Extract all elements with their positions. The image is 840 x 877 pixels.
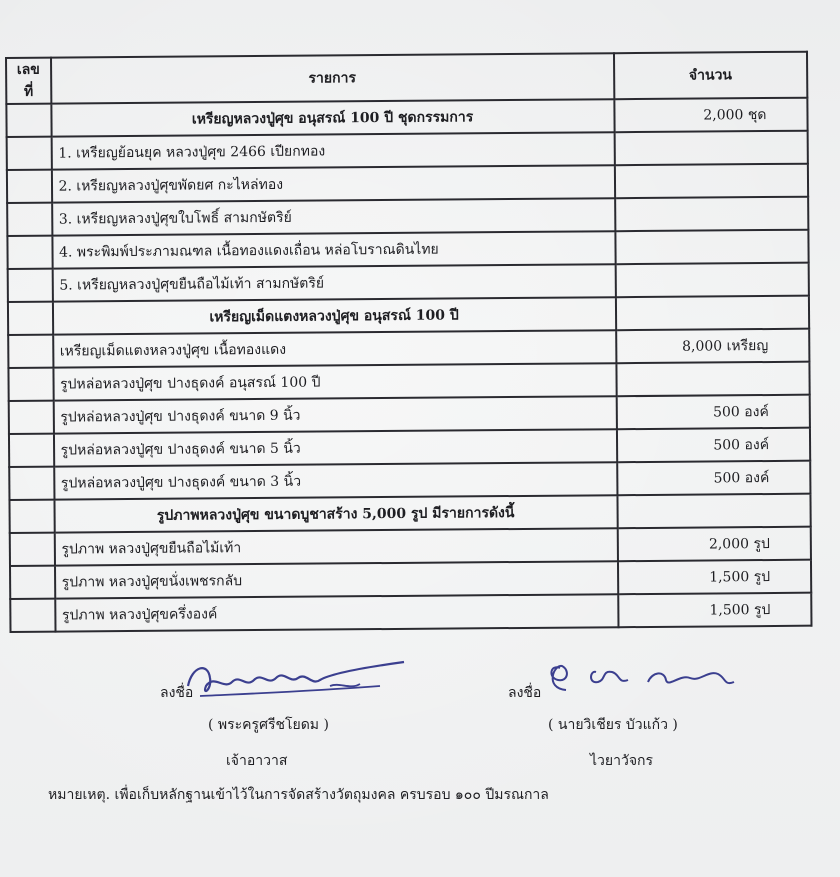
cell-quantity: 500 องค์ xyxy=(617,428,811,463)
cell-quantity: 500 องค์ xyxy=(617,461,811,496)
cell-number xyxy=(7,203,52,236)
cell-number xyxy=(8,269,53,302)
cell-quantity xyxy=(615,197,809,232)
cell-number xyxy=(9,434,54,467)
cell-item: 1. เหรียญย้อนยุค หลวงปู่ศุข 2466 เปียกทอง xyxy=(51,132,614,169)
cell-item: 2. เหรียญหลวงปู่ศุขพัดยศ กะไหล่ทอง xyxy=(51,165,614,202)
header-number: เลขที่ xyxy=(6,58,51,104)
cell-number xyxy=(9,500,54,533)
cell-number xyxy=(7,236,52,269)
right-sign-label: ลงชื่อ xyxy=(508,685,542,701)
table-row xyxy=(10,593,811,632)
cell-quantity: 500 องค์ xyxy=(616,395,810,430)
cell-quantity: 2,000 รูป xyxy=(617,527,811,562)
cell-number xyxy=(7,137,52,170)
cell-item: รูปหล่อหลวงปู่ศุข ปางธุดงค์ ขนาด 9 นิ้ว xyxy=(53,396,616,433)
cell-item: 5. เหรียญหลวงปู่ศุขยืนถือไม้เท้า สามกษัตริย์ xyxy=(52,264,615,301)
cell-item: รูปภาพ หลวงปู่ศุขนั่งเพชรกลับ xyxy=(55,561,618,598)
cell-quantity: 1,500 รูป xyxy=(618,560,812,595)
cell-item: 3. เหรียญหลวงปู่ศุขใบโพธิ์ สามกษัตริย์ xyxy=(52,198,615,235)
cell-item: รูปหล่อหลวงปู่ศุข ปางธุดงค์ อนุสรณ์ 100 ปี xyxy=(53,363,616,400)
cell-quantity xyxy=(617,494,811,529)
cell-item: รูปหล่อหลวงปู่ศุข ปางธุดงค์ ขนาด 3 นิ้ว xyxy=(54,462,617,499)
cell-quantity xyxy=(614,164,808,199)
cell-quantity: 8,000 เหรียญ xyxy=(616,329,810,364)
cell-number xyxy=(8,335,53,368)
cell-quantity: 2,000 ชุด xyxy=(614,98,808,133)
cell-number xyxy=(10,533,55,566)
left-signature-image xyxy=(180,656,410,706)
right-signature-image xyxy=(540,654,740,700)
right-signer-title: ไวยาวัจกร xyxy=(590,753,654,769)
cell-item: รูปหล่อหลวงปู่ศุข ปางธุดงค์ ขนาด 5 นิ้ว xyxy=(54,429,617,466)
table-header-row xyxy=(6,52,807,104)
signature-area xyxy=(0,650,840,800)
cell-number xyxy=(8,302,53,335)
table-body xyxy=(6,98,811,632)
cell-number xyxy=(10,566,55,599)
cell-quantity xyxy=(615,263,809,298)
left-sign-label: ลงชื่อ xyxy=(160,685,194,701)
cell-quantity xyxy=(615,296,809,331)
cell-item: เหรียญเม็ดแตงหลวงปู่ศุข เนื้อทองแดง xyxy=(53,330,616,367)
cell-item: รูปภาพหลวงปู่ศุข ขนาดบูชาสร้าง 5,000 รูป มีรายการดังนี้ xyxy=(54,495,617,532)
cell-item: รูปภาพ หลวงปู่ศุขยืนถือไม้เท้า xyxy=(54,528,617,565)
left-signer-name: ( พระครูศรีชโยดม ) xyxy=(208,717,329,733)
cell-number xyxy=(9,401,54,434)
cell-number xyxy=(9,467,54,500)
cell-item: เหรียญหลวงปู่ศุข อนุสรณ์ 100 ปี ชุดกรรมการ xyxy=(51,99,614,136)
cell-number xyxy=(6,104,51,137)
footnote: หมายเหตุ. เพื่อเก็บหลักฐานเข้าไว้ในการจัดสร้างวัตถุมงคล ครบรอบ ๑๐๐ ปีมรณกาล xyxy=(48,787,549,803)
header-item: รายการ xyxy=(51,53,614,103)
cell-item: รูปภาพ หลวงปู่ศุขครึ่งองค์ xyxy=(55,594,618,631)
cell-quantity xyxy=(615,230,809,265)
cell-number xyxy=(8,368,53,401)
cell-number xyxy=(10,599,55,632)
cell-quantity xyxy=(616,362,810,397)
header-quantity: จำนวน xyxy=(614,52,808,100)
cell-item: 4. พระพิมพ์ประภามณฑล เนื้อทองแดงเถื่อน หล่อโบราณดินไทย xyxy=(52,231,615,268)
cell-number xyxy=(7,170,52,203)
right-signer-name: ( นายวิเชียร บัวแก้ว ) xyxy=(548,717,678,733)
cell-quantity: 1,500 รูป xyxy=(618,593,812,628)
item-table xyxy=(5,51,812,633)
left-signer-title: เจ้าอาวาส xyxy=(226,753,288,769)
cell-quantity xyxy=(614,131,808,166)
cell-item: เหรียญเม็ดแตงหลวงปู่ศุข อนุสรณ์ 100 ปี xyxy=(52,297,615,334)
